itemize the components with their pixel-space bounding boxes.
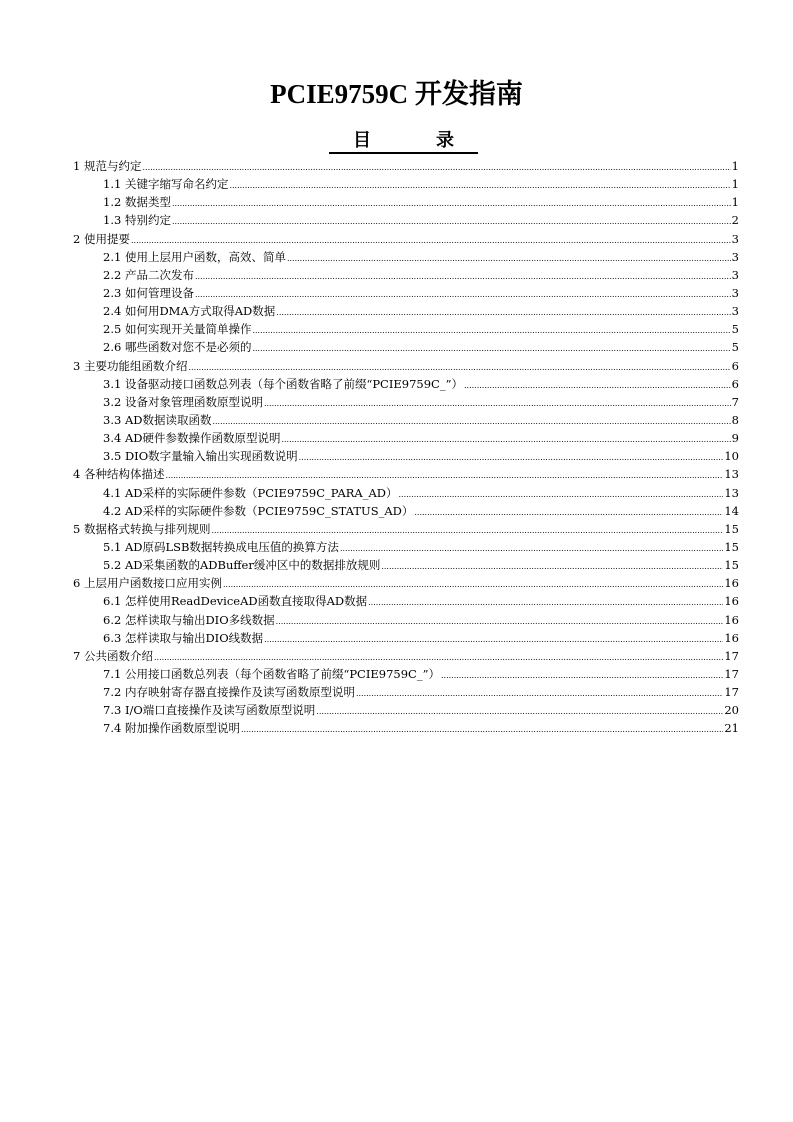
leader-dots <box>356 683 723 703</box>
toc-entry[interactable] <box>73 284 739 302</box>
toc-entry-text: 1.2 数据类型 <box>103 195 171 210</box>
toc-entry[interactable] <box>73 611 739 629</box>
toc-entry-text: 2.1 使用上层用户函数，高效、简单 <box>103 249 286 264</box>
toc-entry-text: 3.1 设备驱动接口函数总列表（每个函数省略了前缀“PCIE9759C_”） <box>103 376 463 391</box>
toc-entry[interactable] <box>73 629 739 647</box>
leader-dots <box>264 393 731 413</box>
leader-dots <box>398 484 723 504</box>
toc-entry-page: 15 <box>724 558 739 573</box>
leader-dots <box>287 248 731 268</box>
leader-dots <box>264 629 723 649</box>
toc-entry-page: 13 <box>724 467 739 482</box>
toc-entry-text: 7 公共函数介绍 <box>73 648 153 663</box>
leader-dots <box>381 556 723 576</box>
toc-entry-page: 3 <box>731 231 739 246</box>
leader-dots <box>316 701 723 721</box>
toc-entry-page: 3 <box>731 304 739 319</box>
toc-entry-page: 16 <box>724 594 739 609</box>
toc-entry-text: 2.2 产品二次发布 <box>103 267 194 282</box>
leader-dots <box>142 157 730 177</box>
toc-entry[interactable] <box>73 574 739 592</box>
toc-entry-text: 1.3 特别约定 <box>103 213 171 228</box>
toc-entry-text: 3 主要功能组函数介绍 <box>73 358 188 373</box>
toc-entry-page: 3 <box>731 285 739 300</box>
toc-entry-page: 1 <box>731 177 739 192</box>
leader-dots <box>165 465 723 485</box>
toc-entry-text: 2.5 如何实现开关量简单操作 <box>103 322 252 337</box>
toc-entry[interactable] <box>73 484 739 502</box>
toc-heading-char: 目 <box>353 130 371 151</box>
leader-dots <box>414 502 723 522</box>
toc-entry[interactable] <box>73 447 739 465</box>
toc-entry[interactable] <box>73 157 739 175</box>
toc-entry-page: 15 <box>724 539 739 554</box>
leader-dots <box>464 375 731 395</box>
leader-dots <box>172 193 731 213</box>
toc-entry-page: 15 <box>724 521 739 536</box>
toc-entry[interactable] <box>73 683 739 701</box>
toc-entry[interactable] <box>73 538 739 556</box>
leader-dots <box>195 266 731 286</box>
toc-entry-page: 3 <box>731 267 739 282</box>
toc-entry[interactable] <box>73 211 739 229</box>
toc-entry-text: 7.1 公用接口函数总列表（每个函数省略了前缀“PCIE9759C_”） <box>103 666 440 681</box>
toc-entry-text: 5 数据格式转换与排列规则 <box>73 521 211 536</box>
leader-dots <box>172 211 731 231</box>
toc-entry-page: 8 <box>731 412 739 427</box>
toc-entry-page: 21 <box>724 721 739 736</box>
toc-entry[interactable] <box>73 592 739 610</box>
toc-entry-page: 17 <box>724 648 739 663</box>
table-of-contents <box>73 157 739 738</box>
toc-entry[interactable] <box>73 719 739 737</box>
toc-entry-text: 4.1 AD采样的实际硬件参数（PCIE9759C_PARA_AD） <box>103 485 398 500</box>
toc-entry-text: 2.4 如何用DMA方式取得AD数据 <box>103 304 276 319</box>
toc-entry[interactable] <box>73 266 739 284</box>
toc-entry-text: 7.2 内存映射寄存器直接操作及读写函数原型说明 <box>103 685 355 700</box>
leader-dots <box>154 647 723 667</box>
toc-entry-text: 6 上层用户函数接口应用实例 <box>73 576 222 591</box>
toc-entry-text: 2 使用提要 <box>73 231 130 246</box>
toc-entry-page: 13 <box>724 485 739 500</box>
toc-entry-page: 9 <box>731 431 739 446</box>
toc-entry-text: 3.5 DIO数字量输入输出实现函数说明 <box>103 449 298 464</box>
toc-entry-text: 2.6 哪些函数对您不是必须的 <box>103 340 252 355</box>
toc-entry-text: 6.2 怎样读取与输出DIO多线数据 <box>103 612 275 627</box>
toc-entry[interactable] <box>73 502 739 520</box>
toc-entry[interactable] <box>73 375 739 393</box>
toc-entry[interactable] <box>73 393 739 411</box>
toc-heading <box>329 130 478 154</box>
toc-entry-page: 16 <box>724 612 739 627</box>
leader-dots <box>229 175 730 195</box>
leader-dots <box>212 411 730 431</box>
leader-dots <box>252 338 730 358</box>
leader-dots <box>252 320 730 340</box>
leader-dots <box>195 284 731 304</box>
toc-entry-page: 10 <box>724 449 739 464</box>
toc-entry-page: 20 <box>724 703 739 718</box>
leader-dots <box>276 611 724 631</box>
leader-dots <box>368 592 723 612</box>
toc-entry-text: 5.2 AD采集函数的ADBuffer缓冲区中的数据排放规则 <box>103 558 381 573</box>
toc-entry-page: 1 <box>731 159 739 173</box>
toc-entry-page: 1 <box>731 195 739 210</box>
toc-entry[interactable] <box>73 193 739 211</box>
toc-entry[interactable] <box>73 520 739 538</box>
toc-entry[interactable] <box>73 429 739 447</box>
toc-entry-page: 16 <box>724 576 739 591</box>
toc-entry[interactable] <box>73 230 739 248</box>
toc-entry-page: 3 <box>731 249 739 264</box>
toc-entry-text: 3.2 设备对象管理函数原型说明 <box>103 394 263 409</box>
toc-entry-page: 16 <box>724 630 739 645</box>
leader-dots <box>276 302 730 322</box>
toc-entry-text: 2.3 如何管理设备 <box>103 285 194 300</box>
document-title: PCIE9759C 开发指南 <box>270 79 523 109</box>
toc-entry[interactable] <box>73 465 739 483</box>
toc-entry-page: 2 <box>731 213 739 228</box>
toc-entry-text: 4.2 AD采样的实际硬件参数（PCIE9759C_STATUS_AD） <box>103 503 414 518</box>
toc-entry-page: 5 <box>731 340 739 355</box>
leader-dots <box>131 230 731 250</box>
toc-entry-text: 3.3 AD数据读取函数 <box>103 412 212 427</box>
leader-dots <box>188 357 730 377</box>
toc-entry[interactable] <box>73 411 739 429</box>
toc-entry[interactable] <box>73 320 739 338</box>
toc-entry-text: 6.3 怎样读取与输出DIO线数据 <box>103 630 264 645</box>
toc-entry[interactable] <box>73 701 739 719</box>
leader-dots <box>299 447 724 467</box>
toc-entry[interactable] <box>73 556 739 574</box>
leader-dots <box>241 719 723 739</box>
toc-entry[interactable] <box>73 665 739 683</box>
toc-entry-page: 5 <box>731 322 739 337</box>
toc-entry[interactable] <box>73 302 739 320</box>
toc-entry-page: 17 <box>724 666 739 681</box>
toc-entry-text: 3.4 AD硬件参数操作函数原型说明 <box>103 431 281 446</box>
leader-dots <box>441 665 723 685</box>
toc-entry-page: 7 <box>731 394 739 409</box>
toc-entry[interactable] <box>73 338 739 356</box>
leader-dots <box>281 429 730 449</box>
toc-entry-page: 6 <box>731 358 739 373</box>
toc-entry-page: 17 <box>724 685 739 700</box>
toc-entry-page: 14 <box>724 503 739 518</box>
toc-entry-text: 1.1 关键字缩写命名约定 <box>103 177 229 192</box>
leader-dots <box>223 574 723 594</box>
toc-heading-char: 录 <box>436 130 454 151</box>
toc-entry-text: 7.3 I/O端口直接操作及读写函数原型说明 <box>103 703 316 718</box>
toc-entry-page: 6 <box>731 376 739 391</box>
toc-entry-text: 6.1 怎样使用ReadDeviceAD函数直接取得AD数据 <box>103 594 368 609</box>
toc-entry[interactable] <box>73 248 739 266</box>
toc-entry[interactable] <box>73 647 739 665</box>
toc-entry-text: 7.4 附加操作函数原型说明 <box>103 721 240 736</box>
toc-entry-text: 5.1 AD原码LSB数据转换成电压值的换算方法 <box>103 539 339 554</box>
toc-entry-text: 1 规范与约定 <box>73 159 142 173</box>
toc-entry-text: 4 各种结构体描述 <box>73 467 165 482</box>
toc-entry[interactable] <box>73 357 739 375</box>
leader-dots <box>340 538 723 558</box>
leader-dots <box>211 520 723 540</box>
toc-entry[interactable] <box>73 175 739 193</box>
